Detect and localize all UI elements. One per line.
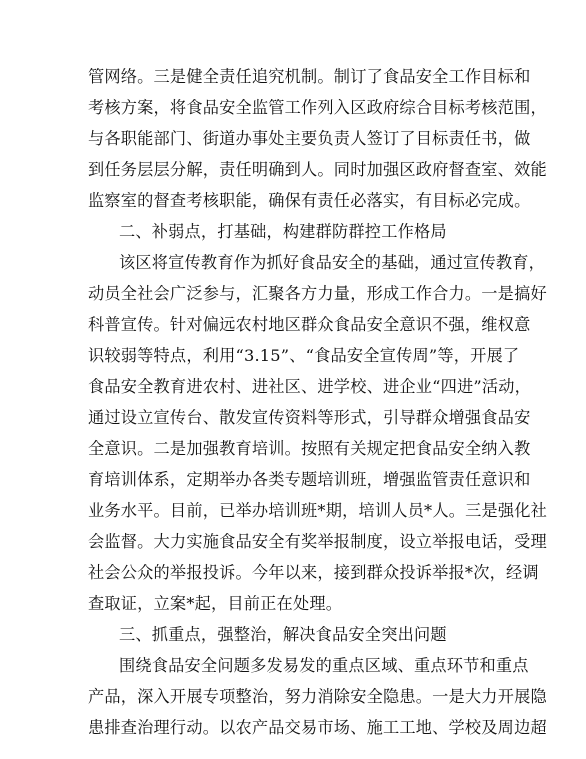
paragraph-line: 业务水平。目前，已举办培训班*期，培训人员*人。三是强化社: [88, 501, 548, 520]
paragraph-line: 该区将宣传教育作为抓好食品安全的基础，通过宣传教育，: [119, 253, 546, 272]
paragraph-line: 全意识。二是加强教育培训。按照有关规定把食品安全纳入教: [88, 439, 531, 458]
paragraph-line: 患排查治理行动。以农产品交易市场、施工工地、学校及周边超: [88, 718, 547, 737]
paragraph-line: 考核方案，将食品安全监管工作列入区政府综合目标考核范围，: [88, 98, 547, 117]
paragraph-line: 动员全社会广泛参与，汇聚各方力量，形成工作合力。一是搞好: [88, 284, 547, 303]
paragraph-line: 查取证，立案*起，目前正在处理。: [88, 594, 343, 613]
paragraph-line: 食品安全教育进农村、进社区、进学校、进企业“四进”活动，: [88, 377, 532, 396]
paragraph-line: 与各职能部门、街道办事处主要负责人签订了目标责任书，做: [88, 129, 531, 148]
paragraph-line: 科普宣传。针对偏远农村地区群众食品安全意识不强，维权意: [88, 315, 531, 334]
paragraph-line: 社会公众的举报投诉。今年以来，接到群众投诉举报*次，经调: [88, 563, 539, 582]
paragraph-line: 产品，深入开展专项整治，努力消除安全隐患。一是大力开展隐: [88, 687, 547, 706]
paragraph-line: 管网络。三是健全责任追究机制。制订了食品安全工作目标和: [88, 67, 531, 86]
section-heading: 二、补弱点，打基础，构建群防群控工作格局: [119, 222, 447, 241]
section-heading: 三、抓重点，强整治，解决食品安全突出问题: [119, 625, 447, 644]
paragraph-line: 到任务层层分解，责任明确到人。同时加强区政府督查室、效能: [88, 160, 547, 179]
paragraph-line: 通过设立宣传台、散发宣传资料等形式，引导群众增强食品安: [88, 408, 531, 427]
paragraph-line: 围绕食品安全问题多发易发的重点区域、重点环节和重点: [119, 656, 529, 675]
paragraph-line: 监察室的督查考核职能，确保有责任必落实，有目标必完成。: [88, 191, 531, 210]
paragraph-line: 会监督。大力实施食品安全有奖举报制度，设立举报电话，受理: [88, 532, 547, 551]
paragraph-line: 育培训体系，定期举办各类专题培训班，增强监管责任意识和: [88, 470, 531, 489]
paragraph-line: 识较弱等特点，利用“3.15”、“食品安全宣传周”等，开展了: [88, 346, 520, 365]
